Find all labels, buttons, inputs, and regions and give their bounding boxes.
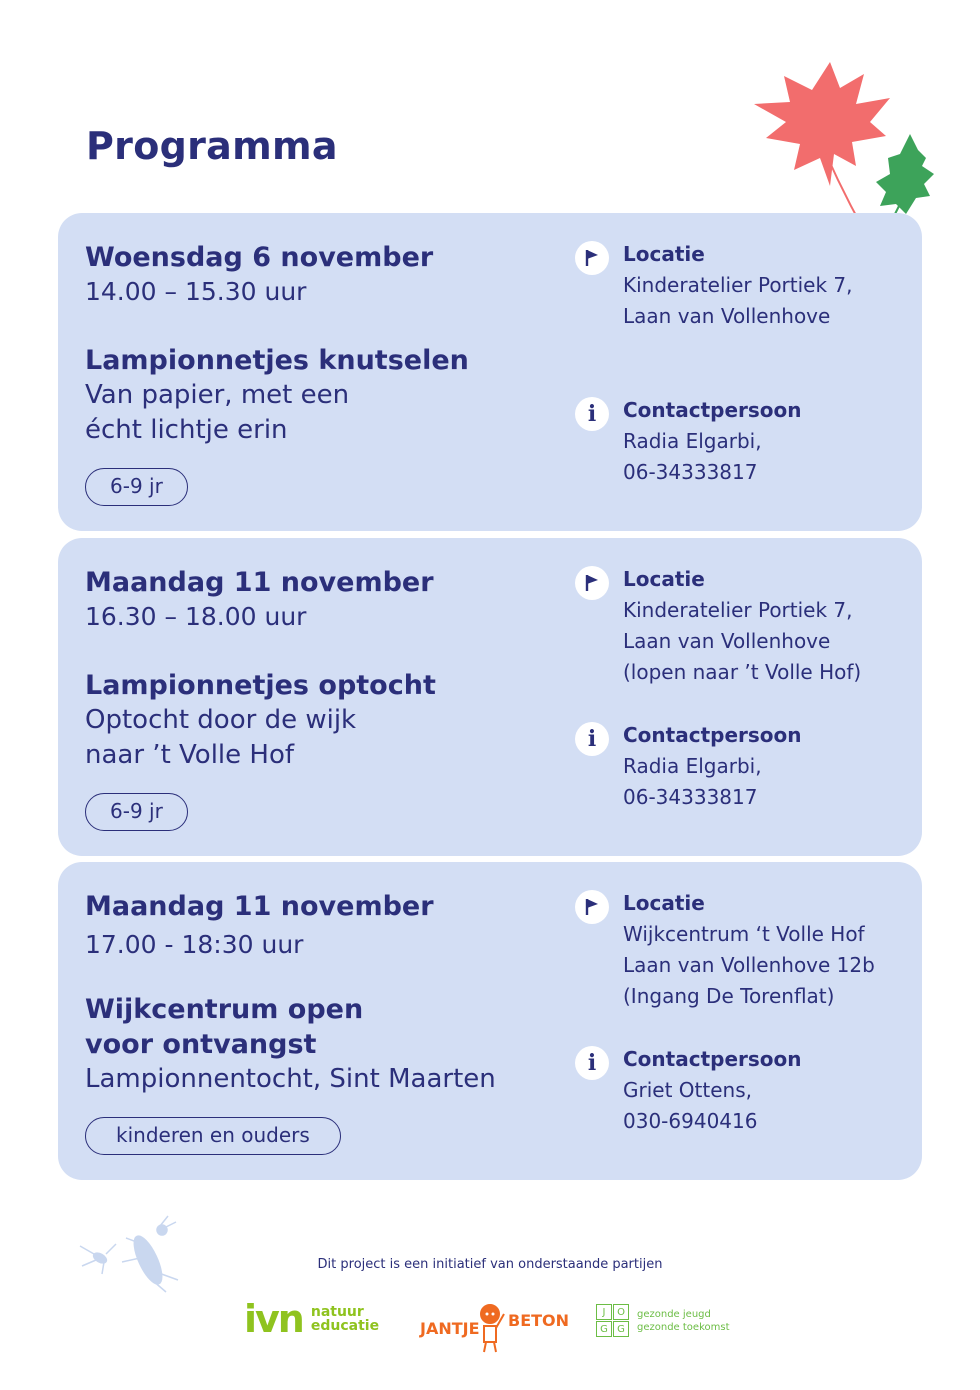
contact-phone: 06-34333817 bbox=[623, 460, 758, 484]
jogg-cell: J bbox=[596, 1304, 612, 1320]
location-label: Locatie bbox=[623, 567, 705, 591]
event-date: Maandag 11 november bbox=[85, 567, 434, 598]
event-activity: Lampionnetjes optocht bbox=[85, 670, 436, 701]
insects-illustration bbox=[72, 1214, 192, 1294]
contact-block bbox=[575, 1044, 802, 1137]
event-date: Woensdag 6 november bbox=[85, 242, 434, 273]
event-description-line: Optocht door de wijk bbox=[85, 705, 357, 735]
ivn-logo bbox=[244, 1297, 380, 1341]
location-label: Locatie bbox=[623, 891, 705, 915]
info-icon: i bbox=[575, 722, 609, 756]
kid-icon bbox=[481, 1305, 504, 1352]
event-time: 17.00 - 18:30 uur bbox=[85, 930, 304, 959]
event-card bbox=[58, 213, 922, 531]
contact-name: Radia Elgarbi, bbox=[623, 429, 762, 453]
contact-phone: 030-6940416 bbox=[623, 1109, 758, 1133]
contact-phone: 06-34333817 bbox=[623, 785, 758, 809]
jogg-logo bbox=[596, 1304, 730, 1337]
info-icon: i bbox=[575, 397, 609, 431]
event-time: 14.00 – 15.30 uur bbox=[85, 277, 307, 306]
location-block bbox=[575, 239, 895, 332]
jogg-line: gezonde jeugd bbox=[637, 1308, 711, 1320]
event-time: 16.30 – 18.00 uur bbox=[85, 602, 307, 631]
ivn-mark: ivn bbox=[244, 1297, 303, 1341]
location-line: (Ingang De Torenflat) bbox=[623, 984, 835, 1008]
contact-name: Griet Ottens, bbox=[623, 1078, 752, 1102]
event-description-line: écht lichtje erin bbox=[85, 415, 288, 445]
location-line: (lopen naar ’t Volle Hof) bbox=[623, 660, 862, 684]
ivn-line: educatie bbox=[310, 1318, 380, 1334]
jogg-cell: G bbox=[596, 1321, 612, 1337]
partner-logos bbox=[0, 1290, 980, 1360]
event-description-line: Lampionnentocht, Sint Maarten bbox=[85, 1064, 496, 1094]
contact-block bbox=[575, 395, 802, 488]
event-activity: voor ontvangst bbox=[85, 1029, 317, 1060]
event-date: Maandag 11 november bbox=[85, 891, 434, 922]
info-icon: i bbox=[575, 1046, 609, 1080]
age-badge: 6-9 jr bbox=[85, 793, 188, 831]
contact-label: Contactpersoon bbox=[623, 398, 802, 422]
event-activity: Wijkcentrum open bbox=[85, 994, 364, 1025]
jogg-line: gezonde toekomst bbox=[637, 1321, 730, 1333]
birch-leaf-icon bbox=[876, 134, 934, 224]
location-label: Locatie bbox=[623, 242, 705, 266]
location-line: Wijkcentrum ‘t Volle Hof bbox=[623, 922, 865, 946]
location-block bbox=[575, 564, 895, 688]
jogg-cell: O bbox=[613, 1304, 629, 1320]
age-badge: kinderen en ouders bbox=[85, 1117, 341, 1155]
location-block bbox=[575, 888, 895, 1012]
jantje-beton-logo bbox=[420, 1294, 570, 1354]
event-card bbox=[58, 862, 922, 1180]
ivn-line: natuur bbox=[310, 1304, 364, 1320]
contact-label: Contactpersoon bbox=[623, 1047, 802, 1071]
flag-icon bbox=[575, 890, 609, 924]
location-line: Kinderatelier Portiek 7, bbox=[623, 598, 853, 622]
location-line: Kinderatelier Portiek 7, bbox=[623, 273, 853, 297]
flag-icon bbox=[575, 241, 609, 275]
jogg-cell: G bbox=[613, 1321, 629, 1337]
location-line: Laan van Vollenhove 12b bbox=[623, 953, 875, 977]
jantje-right: BETON bbox=[508, 1311, 570, 1330]
location-line: Laan van Vollenhove bbox=[623, 304, 831, 328]
age-badge: 6-9 jr bbox=[85, 468, 188, 506]
location-line: Laan van Vollenhove bbox=[623, 629, 831, 653]
event-activity: Lampionnetjes knutselen bbox=[85, 345, 469, 376]
event-description-line: naar ’t Volle Hof bbox=[85, 740, 295, 770]
event-card bbox=[58, 538, 922, 856]
initiative-text: Dit project is een initiatief van onderstaande partijen bbox=[317, 1257, 663, 1272]
jantje-left: JANTJE bbox=[420, 1319, 480, 1338]
page-title: Programma bbox=[86, 124, 338, 168]
event-description-line: Van papier, met een bbox=[85, 380, 350, 410]
contact-label: Contactpersoon bbox=[623, 723, 802, 747]
flag-icon bbox=[575, 566, 609, 600]
contact-name: Radia Elgarbi, bbox=[623, 754, 762, 778]
contact-block bbox=[575, 720, 802, 813]
